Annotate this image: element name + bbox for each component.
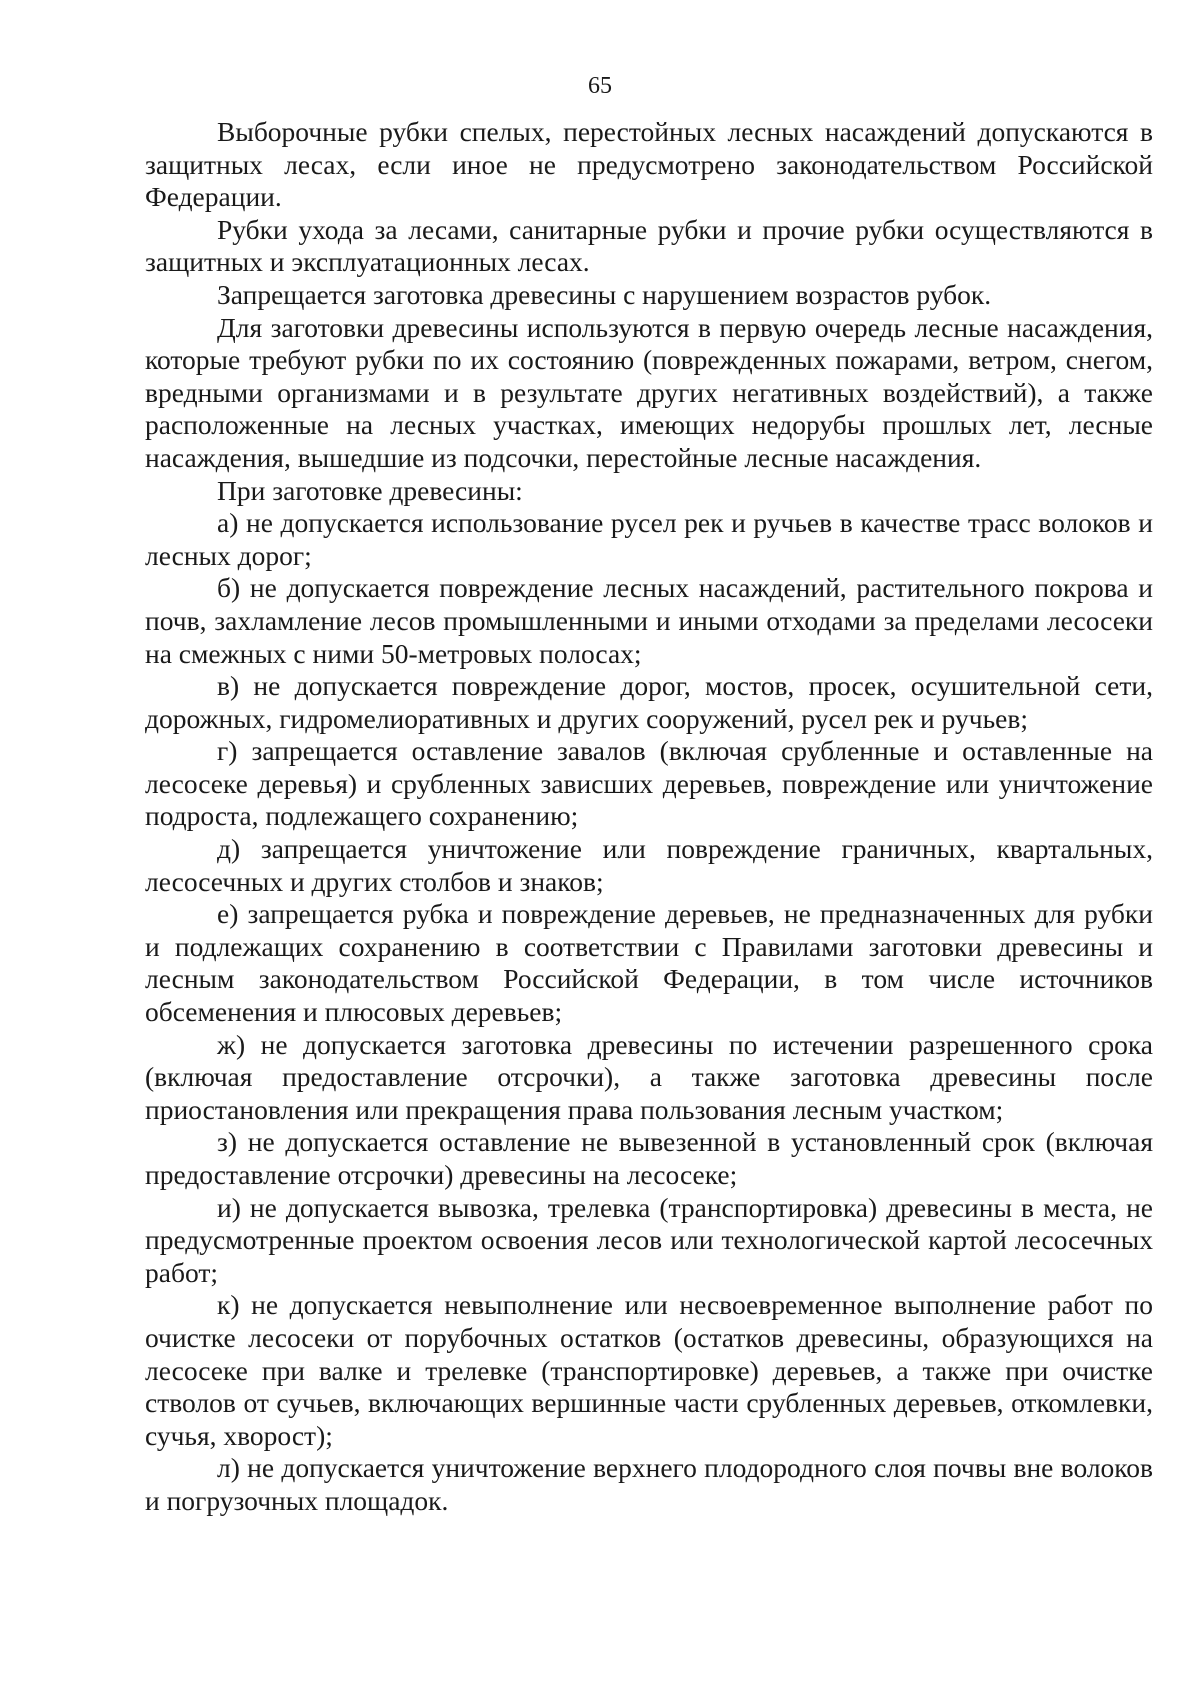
list-item-a: а) не допускается использование русел рек и ручьев в качестве трасс волоков и лесных дорог; xyxy=(145,507,1153,571)
paragraph-age-violation: Запрещается заготовка древесины с нарушением возрастов рубок. xyxy=(217,278,992,310)
document-body xyxy=(145,116,1153,1518)
paragraph-selective-felling: Выборочные рубки спелых, перестойных лесных насаждений допускаются в защитных лесах, если иное не предусмотрено законодательством Российской Федерации. xyxy=(145,116,1153,213)
list-item-k: к) не допускается невыполнение или несвоевременное выполнение работ по очистке лесосеки от порубочных остатков (остатков древесины, образующихся на лесосеке при валке и трелевке (транспортировке) деревьев, а также при очистке стволов от сучьев, включающих вершинные части срубленных деревьев, откомлевки, сучья, хворост); xyxy=(145,1289,1153,1451)
paragraph-care-felling: Рубки ухода за лесами, санитарные рубки и прочие рубки осуществляются в защитных и эксплуатационных лесах. xyxy=(145,213,1153,278)
list-item-e: е) запрещается рубка и повреждение деревьев, не предназначенных для рубки и подлежащих сохранению в соответствии с Правилами заготовки древесины и лесным законодательством Российской Федерации, в том числе источников обсеменения и плюсовых деревьев; xyxy=(145,898,1153,1028)
list-item-l: л) не допускается уничтожение верхнего плодородного слоя почвы вне волоков и погрузочных площадок. xyxy=(145,1452,1153,1516)
list-item-g: г) запрещается оставление завалов (включая срубленные и оставленные на лесосеке деревья) и срубленных зависших деревьев, повреждение или уничтожение подроста, подлежащего сохранению; xyxy=(145,735,1153,832)
list-item-zh: ж) не допускается заготовка древесины по истечении разрешенного срока (включая предоставление отсрочки), а также заготовка древесины после приостановления или прекращения права пользования лесным участком; xyxy=(145,1028,1153,1125)
list-item-z: з) не допускается оставление не вывезенной в установленный срок (включая предоставление отсрочки) древесины на лесосеке; xyxy=(145,1126,1153,1190)
list-item-v: в) не допускается повреждение дорог, мостов, просек, осушительной сети, дорожных, гидромелиоративных и других сооружений, русел рек и ручьев; xyxy=(145,670,1153,734)
paragraph-list-intro: При заготовке древесины: xyxy=(217,474,523,506)
page-number: 65 xyxy=(588,73,612,99)
paragraph-priority-stands: Для заготовки древесины используются в первую очередь лесные насаждения, которые требуют рубки по их состоянию (поврежденных пожарами, ветром, снегом, вредными организмами и в результате других негативных воздействий), а также расположенные на лесных участках, имеющих недорубы прошлых лет, лесные насаждения, вышедшие из подсочки, перестойные лесные насаждения. xyxy=(145,311,1153,473)
list-item-d: д) запрещается уничтожение или повреждение граничных, квартальных, лесосечных и других столбов и знаков; xyxy=(145,833,1153,897)
list-item-i: и) не допускается вывозка, трелевка (транспортировка) древесины в места, не предусмотренные проектом освоения лесов или технологической картой лесосечных работ; xyxy=(145,1191,1153,1288)
list-item-b: б) не допускается повреждение лесных насаждений, растительного покрова и почв, захламление лесов промышленными и иными отходами за пределами лесосеки на смежных с ними 50-метровых полосах; xyxy=(145,572,1153,669)
